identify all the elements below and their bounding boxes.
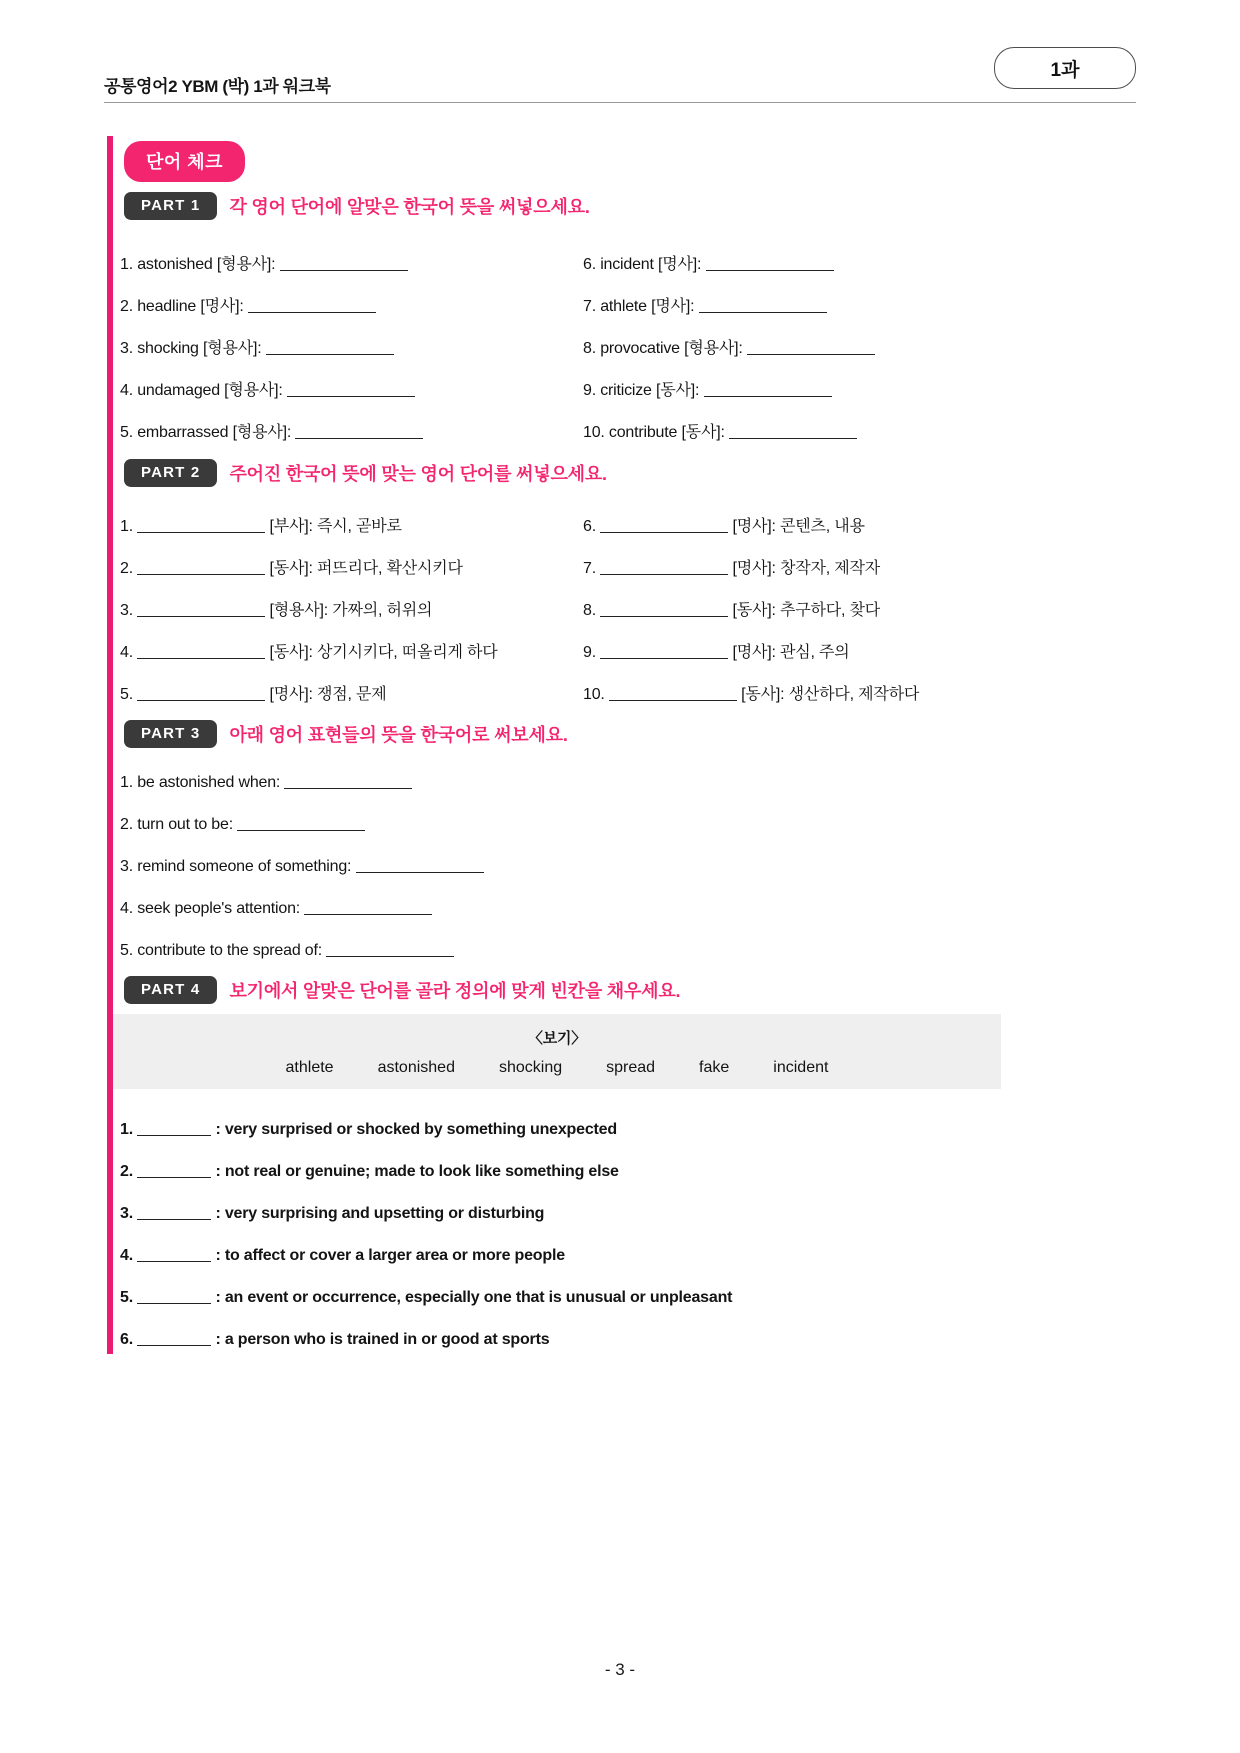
item-phrase: turn out to be: <box>137 816 233 833</box>
item-word: undamaged <box>137 382 220 399</box>
item-meaning: [동사]: 퍼뜨리다, 확산시키다 <box>269 560 463 577</box>
item-number: 8. <box>583 340 596 357</box>
answer-blank[interactable] <box>137 1219 211 1220</box>
part4-item <box>120 1121 617 1139</box>
answer-blank[interactable] <box>266 354 394 355</box>
part4-item <box>120 1163 619 1181</box>
answer-blank[interactable] <box>326 956 454 957</box>
item-number: 2. <box>120 1163 133 1180</box>
item-number: 1. <box>120 518 133 535</box>
part4-header <box>124 976 680 1004</box>
word-bank-word[interactable]: shocking <box>498 1058 563 1076</box>
part4-item <box>120 1247 565 1265</box>
answer-blank[interactable] <box>280 270 408 271</box>
item-meaning: [동사]: 생산하다, 제작하다 <box>741 686 920 703</box>
answer-blank[interactable] <box>304 914 432 915</box>
part2-item <box>583 555 880 578</box>
header-divider <box>104 102 1136 103</box>
item-number: 9. <box>583 382 596 399</box>
word-bank <box>113 1014 1001 1089</box>
answer-blank[interactable] <box>248 312 376 313</box>
item-number: 4. <box>120 1247 133 1264</box>
item-number: 3. <box>120 1205 133 1222</box>
item-word: criticize <box>600 382 652 399</box>
answer-blank[interactable] <box>237 830 365 831</box>
part1-item <box>120 419 423 442</box>
item-pos: [명사]: <box>651 298 695 315</box>
item-pos: [명사]: <box>658 256 702 273</box>
part2-item <box>120 513 402 536</box>
part2-item <box>583 513 865 536</box>
item-meaning: [명사]: 창작자, 제작자 <box>732 560 880 577</box>
part2-item <box>120 681 386 704</box>
part3-tag: PART 3 <box>124 720 217 748</box>
part1-header <box>124 192 590 220</box>
part1-item <box>583 251 834 274</box>
part3-item <box>120 942 454 960</box>
answer-blank[interactable] <box>699 312 827 313</box>
item-word: provocative <box>600 340 680 357</box>
item-pos: [형용사]: <box>232 424 292 441</box>
item-number: 7. <box>583 560 596 577</box>
answer-blank[interactable] <box>729 438 857 439</box>
item-number: 5. <box>120 424 133 441</box>
answer-blank[interactable] <box>137 616 265 617</box>
item-number: 3. <box>120 602 133 619</box>
answer-blank[interactable] <box>137 1303 211 1304</box>
item-number: 3. <box>120 858 133 875</box>
answer-blank[interactable] <box>137 1261 211 1262</box>
part1-item <box>583 377 832 400</box>
item-meaning: [명사]: 콘텐츠, 내용 <box>732 518 865 535</box>
part1-item <box>120 377 415 400</box>
part4-item <box>120 1205 544 1223</box>
item-definition: : a person who is trained in or good at sports <box>215 1331 550 1348</box>
answer-blank[interactable] <box>600 658 728 659</box>
item-number: 4. <box>120 900 133 917</box>
item-number: 10. <box>583 686 605 703</box>
lesson-badge <box>994 47 1136 89</box>
page-header <box>0 0 1240 112</box>
item-number: 10. <box>583 424 605 441</box>
answer-blank[interactable] <box>295 438 423 439</box>
item-number: 9. <box>583 644 596 661</box>
item-number: 7. <box>583 298 596 315</box>
part3-header <box>124 720 568 748</box>
item-number: 6. <box>583 256 596 273</box>
answer-blank[interactable] <box>356 872 484 873</box>
lesson-badge-label: 1과 <box>1050 59 1080 81</box>
part2-instruction: 주어진 한국어 뜻에 맞는 영어 단어를 써넣으세요. <box>229 464 607 484</box>
part4-tag: PART 4 <box>124 976 217 1004</box>
item-phrase: contribute to the spread of: <box>137 942 322 959</box>
answer-blank[interactable] <box>137 532 265 533</box>
item-pos: [동사]: <box>656 382 700 399</box>
answer-blank[interactable] <box>704 396 832 397</box>
part3-item <box>120 816 365 834</box>
item-meaning: [명사]: 쟁점, 문제 <box>269 686 387 703</box>
item-number: 4. <box>120 382 133 399</box>
item-number: 2. <box>120 816 133 833</box>
item-number: 2. <box>120 298 133 315</box>
part1-item <box>120 251 408 274</box>
item-number: 2. <box>120 560 133 577</box>
answer-blank[interactable] <box>137 1177 211 1178</box>
part1-item <box>120 293 376 316</box>
item-pos: [동사]: <box>681 424 725 441</box>
word-bank-words <box>286 1059 829 1077</box>
item-phrase: be astonished when: <box>137 774 281 791</box>
section-title-badge: 단어 체크 <box>124 141 245 182</box>
answer-blank[interactable] <box>287 396 415 397</box>
item-number: 1. <box>120 256 133 273</box>
item-meaning: [동사]: 추구하다, 찾다 <box>732 602 880 619</box>
item-word: incident <box>600 256 654 273</box>
part3-instruction: 아래 영어 표현들의 뜻을 한국어로 써보세요. <box>229 725 568 745</box>
part4-item <box>120 1331 549 1349</box>
part4-item <box>120 1289 732 1307</box>
item-number: 1. <box>120 774 133 791</box>
item-definition: : very surprised or shocked by something unexpected <box>215 1121 617 1138</box>
item-pos: [형용사]: <box>684 340 743 357</box>
word-bank-word[interactable]: spread <box>606 1058 656 1076</box>
item-word: astonished <box>137 256 213 273</box>
item-meaning: [동사]: 상기시키다, 떠올리게 하다 <box>269 644 498 661</box>
item-definition: : very surprising and upsetting or disturbing <box>215 1205 545 1222</box>
page-footer <box>0 1660 1240 1680</box>
part2-item <box>120 597 432 620</box>
item-word: shocking <box>137 340 199 357</box>
item-number: 8. <box>583 602 596 619</box>
part2-item <box>583 597 880 620</box>
part1-item <box>120 335 394 358</box>
part1-item <box>583 293 827 316</box>
part3-item <box>120 774 412 792</box>
part2-item <box>583 681 919 704</box>
answer-blank[interactable] <box>284 788 412 789</box>
answer-blank[interactable] <box>600 574 728 575</box>
item-meaning: [명사]: 관심, 주의 <box>732 644 850 661</box>
item-pos: [형용사]: <box>224 382 283 399</box>
page-number: - 3 - <box>604 1660 636 1679</box>
answer-blank[interactable] <box>137 1345 211 1346</box>
answer-blank[interactable] <box>600 532 728 533</box>
item-word: headline <box>137 298 197 315</box>
item-number: 5. <box>120 1289 133 1306</box>
section-accent-bar <box>107 136 113 1354</box>
answer-blank[interactable] <box>600 616 728 617</box>
item-phrase: remind someone of something: <box>137 858 352 875</box>
item-definition: : to affect or cover a larger area or more people <box>215 1247 565 1264</box>
item-number: 6. <box>120 1331 133 1348</box>
item-definition: : an event or occurrence, especially one that is unusual or unpleasant <box>215 1289 733 1306</box>
item-number: 5. <box>120 942 133 959</box>
answer-blank[interactable] <box>137 1135 211 1136</box>
part2-item <box>583 639 849 662</box>
word-bank-word[interactable]: astonished <box>377 1058 455 1076</box>
answer-blank[interactable] <box>609 700 737 701</box>
item-number: 4. <box>120 644 133 661</box>
item-meaning: [부사]: 즉시, 곧바로 <box>269 518 402 535</box>
item-phrase: seek people's attention: <box>137 900 301 917</box>
item-definition: : not real or genuine; made to look like something else <box>215 1163 619 1180</box>
part1-item <box>583 335 875 358</box>
answer-blank[interactable] <box>706 270 834 271</box>
item-word: contribute <box>608 424 678 441</box>
part2-header <box>124 459 607 487</box>
part1-instruction: 각 영어 단어에 알맞은 한국어 뜻을 써넣으세요. <box>229 197 590 217</box>
part1-tag: PART 1 <box>124 192 217 220</box>
item-number: 1. <box>120 1121 133 1138</box>
item-meaning: [형용사]: 가짜의, 허위의 <box>269 602 433 619</box>
part3-item <box>120 900 432 918</box>
workbook-title: 공통영어2 YBM (박) 1과 워크북 <box>104 77 331 96</box>
item-pos: [형용사]: <box>203 340 262 357</box>
answer-blank[interactable] <box>137 700 265 701</box>
word-bank-title: 〈보기〉 <box>527 1029 587 1047</box>
answer-blank[interactable] <box>137 658 265 659</box>
part2-item <box>120 639 498 662</box>
item-pos: [형용사]: <box>216 256 276 273</box>
item-word: athlete <box>600 298 647 315</box>
word-bank-word[interactable]: incident <box>773 1058 829 1076</box>
item-number: 5. <box>120 686 133 703</box>
item-number: 3. <box>120 340 133 357</box>
answer-blank[interactable] <box>137 574 265 575</box>
item-number: 6. <box>583 518 596 535</box>
part1-item <box>583 419 857 442</box>
word-bank-word[interactable]: athlete <box>285 1058 334 1076</box>
part3-item <box>120 858 484 876</box>
item-pos: [명사]: <box>200 298 244 315</box>
part2-tag: PART 2 <box>124 459 217 487</box>
item-word: embarrassed <box>137 424 229 441</box>
answer-blank[interactable] <box>747 354 875 355</box>
part2-item <box>120 555 463 578</box>
part4-instruction: 보기에서 알맞은 단어를 골라 정의에 맞게 빈칸을 채우세요. <box>229 981 681 1001</box>
word-bank-word[interactable]: fake <box>699 1058 730 1076</box>
